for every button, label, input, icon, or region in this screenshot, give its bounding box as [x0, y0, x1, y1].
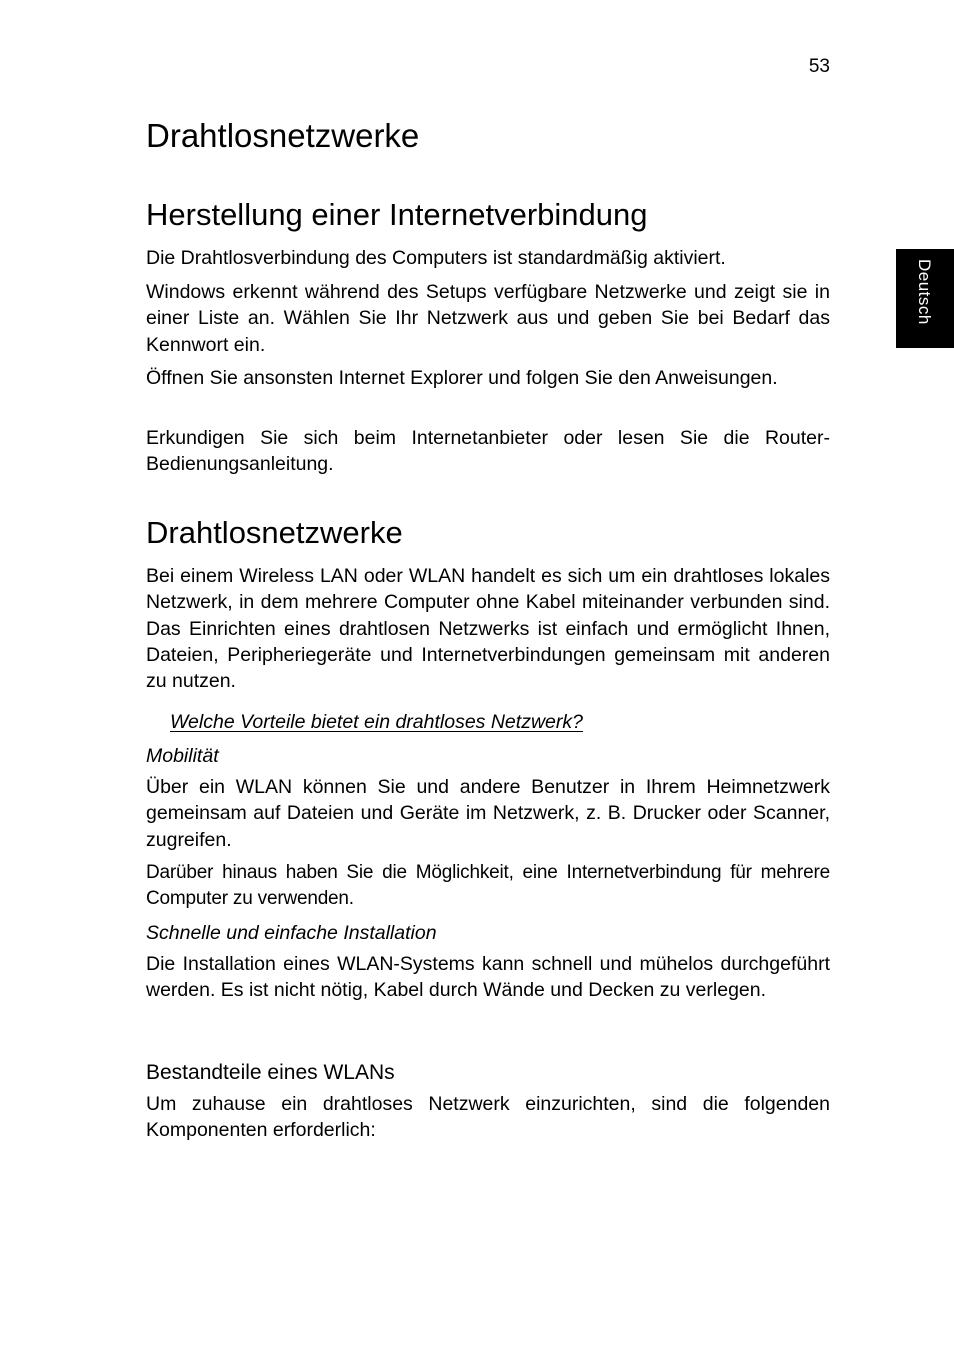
wireless-networks-heading: Drahtlosnetzwerke [146, 515, 403, 550]
internet-paragraph-2: Windows erkennt während des Setups verfügbare Netzwerke und zeigt sie in einer Liste an. Wählen Sie Ihr Netzwerk aus und geben Sie bei Bedarf das Kennwort ein. [146, 281, 830, 356]
page-title: Drahtlosnetzwerke [146, 117, 420, 154]
mobility-label: Mobilität [146, 745, 219, 767]
internet-connection-heading: Herstellung einer Internetverbindung [146, 197, 648, 232]
benefits-question: Welche Vorteile bietet ein drahtloses Netzwerk? [170, 711, 583, 733]
internet-paragraph-3: Öffnen Sie ansonsten Internet Explorer und folgen Sie den Anweisungen. [146, 367, 778, 389]
wireless-intro-paragraph: Bei einem Wireless LAN oder WLAN handelt es sich um ein drahtloses lokales Netzwerk, in dem mehrere Computer ohne Kabel miteinander verbunden sind. Das Einrichten eines drahtlosen Netzwerks ist einfach und ermöglicht Ihnen, Dateien, Peripheriegeräte und Internetverbindungen gemeinsam mit anderen zu nutzen. [146, 565, 830, 693]
page-number: 53 [808, 56, 830, 77]
wlan-components-paragraph: Um zuhause ein drahtloses Netzwerk einzurichten, sind die folgenden Komponenten erforderlich: [146, 1093, 830, 1142]
mobility-paragraph-2: Darüber hinaus haben Sie die Möglichkeit, eine Internetverbindung für mehrere Computer zu verwenden. [146, 862, 830, 910]
installation-label: Schnelle und einfache Installation [146, 922, 437, 944]
installation-paragraph: Die Installation eines WLAN-Systems kann schnell und mühelos durchgeführt werden. Es ist nicht nötig, Kabel durch Wände und Decken zu verlegen. [146, 953, 830, 1002]
mobility-paragraph-1: Über ein WLAN können Sie und andere Benutzer in Ihrem Heimnetzwerk gemeinsam auf Dateien und Geräte im Netzwerk, z. B. Drucker oder Scanner, zugreifen. [146, 776, 830, 851]
internet-paragraph-1: Die Drahtlosverbindung des Computers ist standardmäßig aktiviert. [146, 247, 726, 269]
wlan-components-heading: Bestandteile eines WLANs [146, 1061, 395, 1084]
internet-paragraph-4: Erkundigen Sie sich beim Internetanbieter oder lesen Sie die Router-Bedienungsanleitung. [146, 427, 830, 476]
language-tab-label: Deutsch [915, 259, 934, 325]
